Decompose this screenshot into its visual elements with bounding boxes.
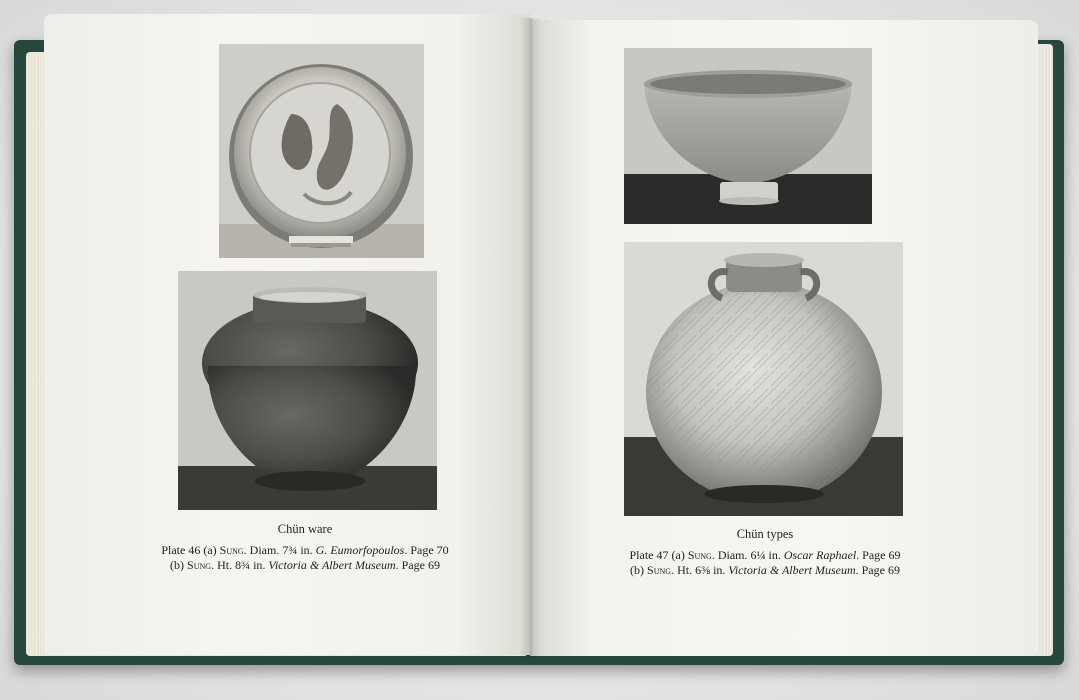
book-gutter	[520, 18, 542, 658]
caption-line-b: (b) Sung. Ht. 6⅜ in. Victoria & Albert Museum. Page 69	[630, 563, 900, 577]
caption-line-b: (b) Sung. Ht. 8¾ in. Victoria & Albert Museum. Page 69	[170, 558, 440, 572]
plate-47a-bowl-photo	[624, 48, 872, 224]
plate-46b-jar-photo	[178, 271, 437, 510]
plate-46-caption	[150, 522, 460, 573]
caption-title: Chün ware	[277, 522, 333, 536]
plate-47-caption	[600, 527, 930, 578]
caption-line-a: Plate 46 (a) Sung. Diam. 7¾ in. G. Eumorfopoulos. Page 70	[161, 543, 449, 557]
plate-46a-dish-photo	[219, 44, 424, 258]
plate-47b-globular-jar-photo	[624, 242, 903, 516]
caption-line-a: Plate 47 (a) Sung. Diam. 6¼ in. Oscar Raphael. Page 69	[629, 548, 901, 562]
caption-title: Chün types	[736, 527, 794, 541]
